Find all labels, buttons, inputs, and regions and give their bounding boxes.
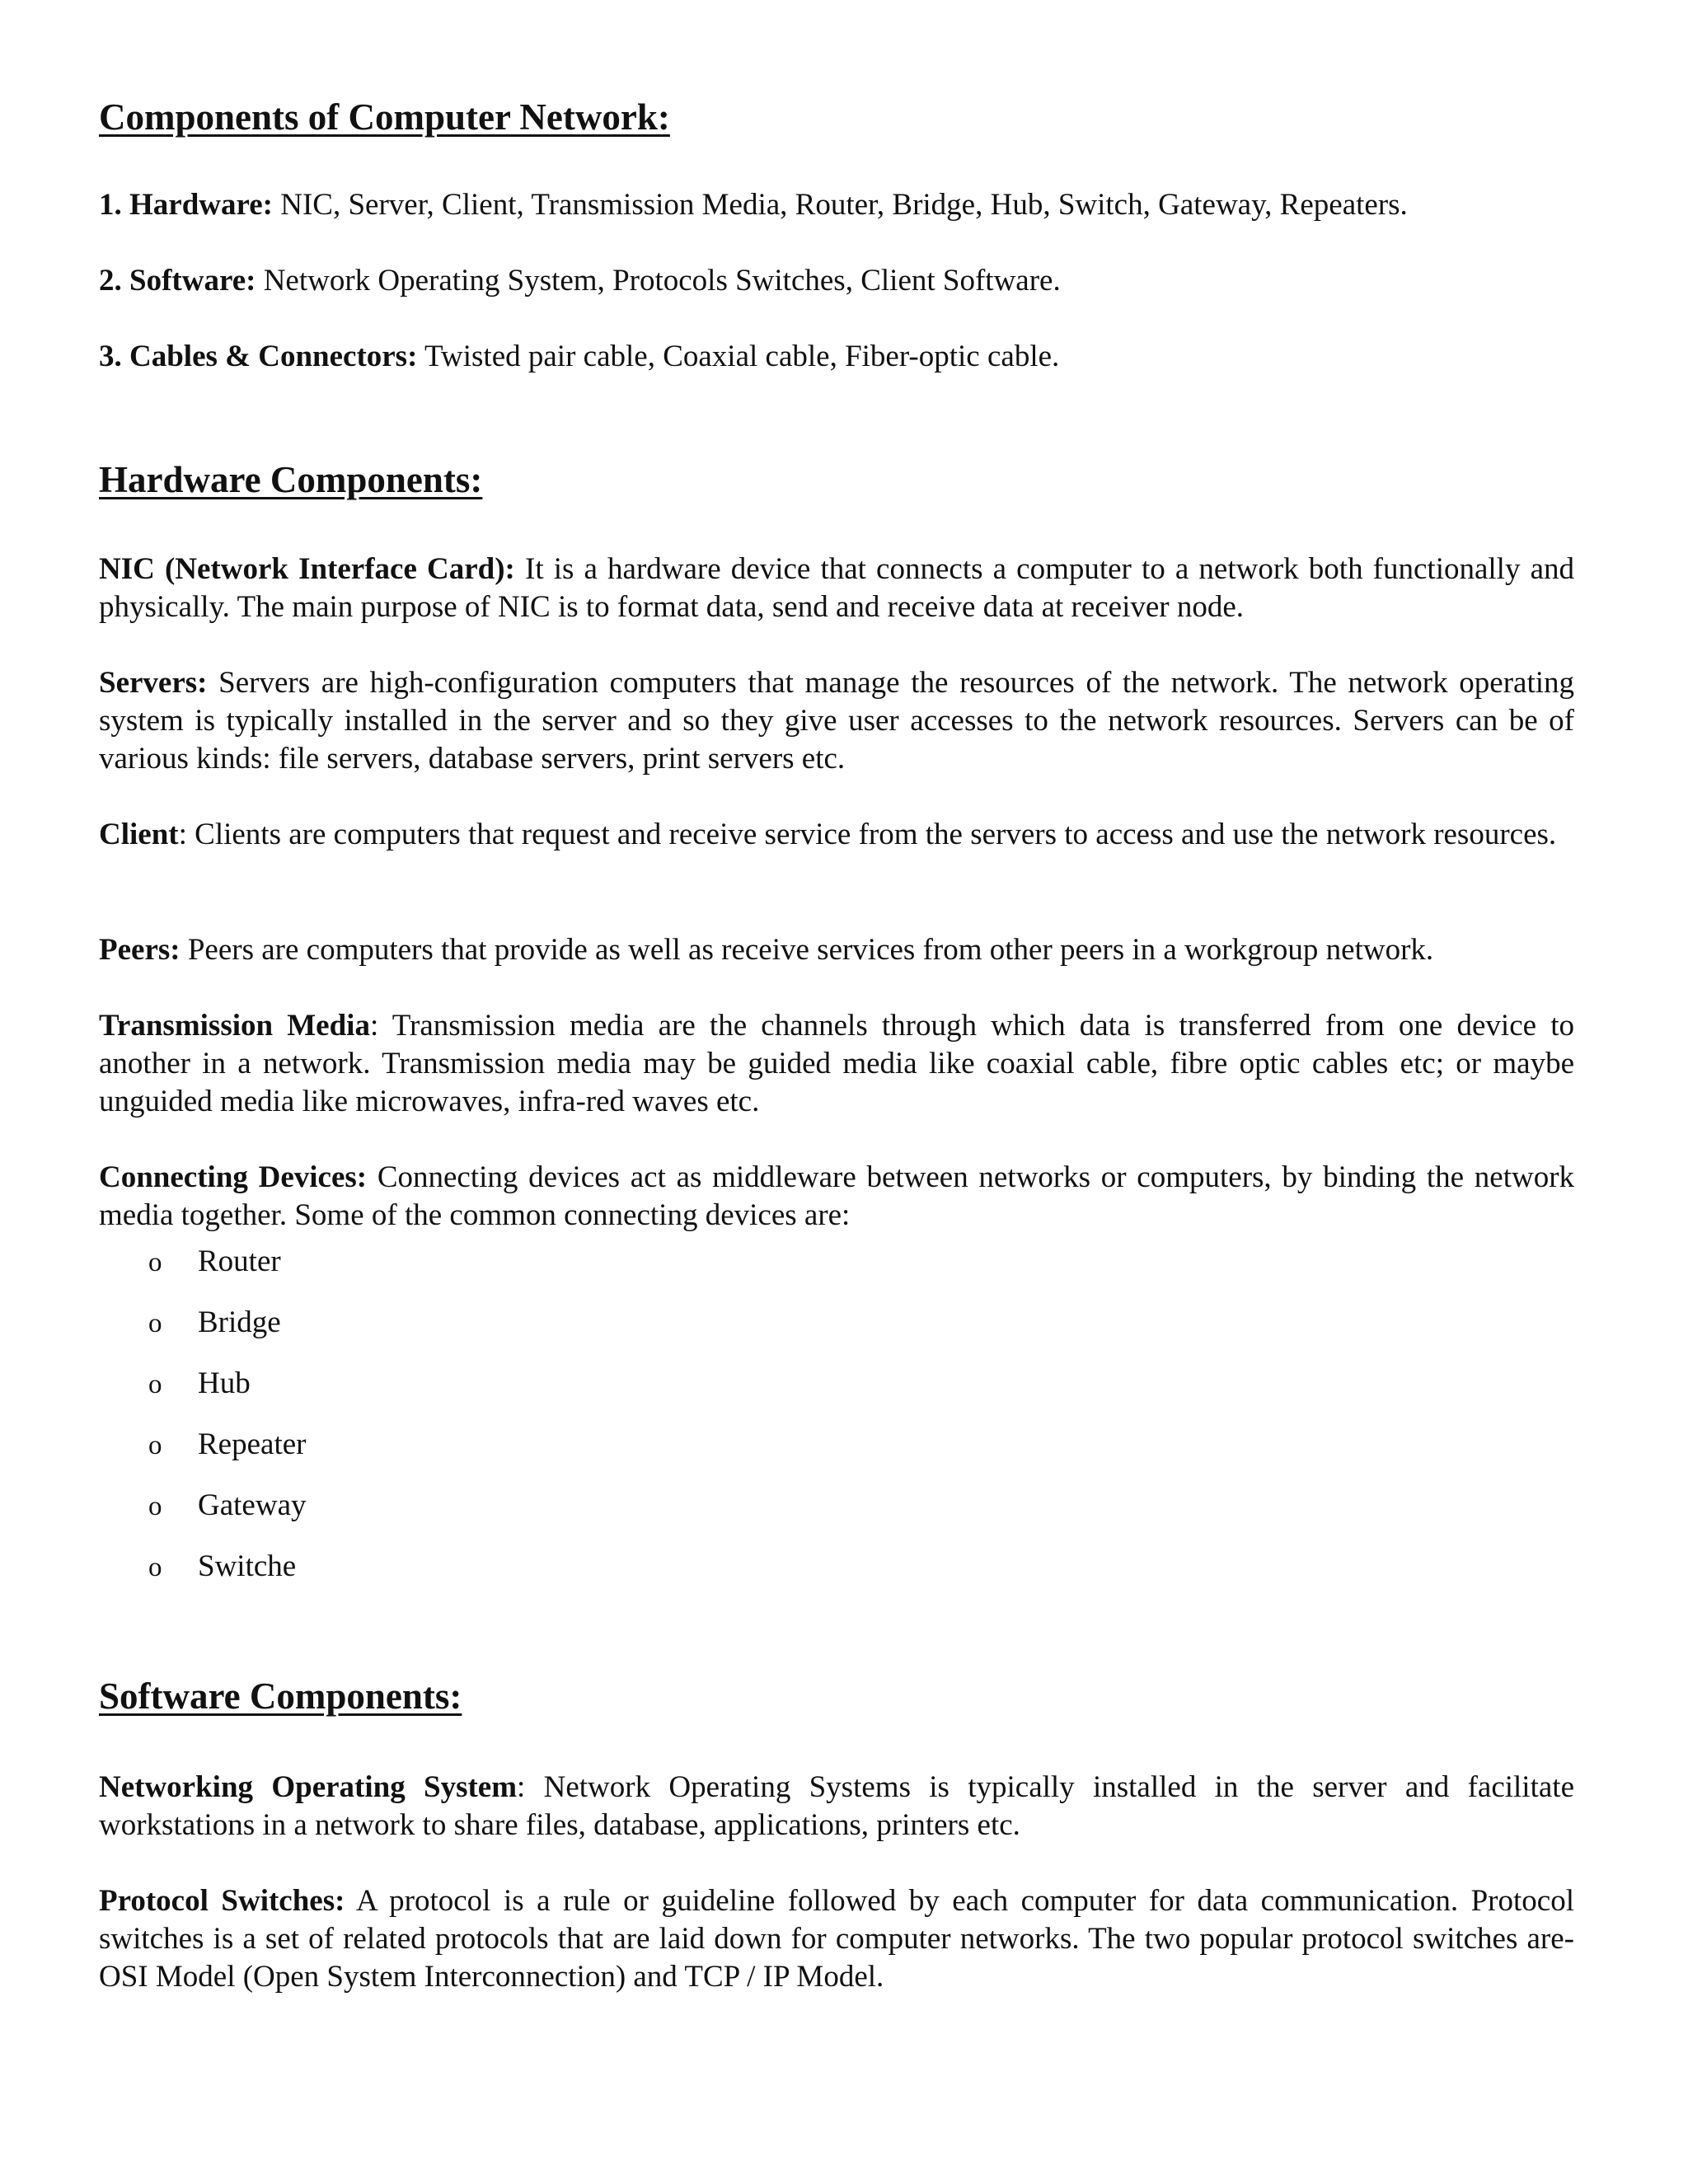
paragraph-text: Connecting devices act as middleware between networks or computers, by binding the network media together. Some of the common connecting devices are: — [99, 1160, 1575, 1232]
component-item-text: Twisted pair cable, Coaxial cable, Fiber-optic cable. — [424, 340, 1060, 373]
paragraph-servers — [99, 664, 1574, 778]
list-item — [148, 1304, 307, 1365]
list-item — [148, 1365, 307, 1426]
paragraph-protocol-switches — [99, 1882, 1574, 1996]
bullet-marker: o — [148, 1248, 162, 1277]
paragraph-term: Protocol Switches: — [99, 1884, 345, 1918]
paragraph-term: Client — [99, 818, 179, 851]
list-item-label: Router — [198, 1244, 281, 1278]
paragraph-text: It is a hardware device that connects a computer to a network both functionally and physically. The main purpose of NIC is to format data, send and receive data at receiver node. — [99, 552, 1575, 624]
paragraph-term: Connecting Devices: — [99, 1160, 368, 1194]
paragraph-nic — [99, 551, 1574, 626]
component-item-hardware — [99, 186, 1574, 224]
paragraph-network-os — [99, 1769, 1574, 1844]
bullet-marker: o — [148, 1431, 162, 1460]
paragraph-term: NIC (Network Interface Card): — [99, 552, 515, 586]
component-item-text: NIC, Server, Client, Transmission Media, Router, Bridge, Hub, Switch, Gateway, Repeaters. — [280, 188, 1408, 222]
component-item-software — [99, 262, 1574, 300]
connecting-devices-list — [148, 1243, 307, 1609]
list-item — [148, 1243, 307, 1304]
paragraph-term: Peers: — [99, 933, 181, 967]
component-item-term: 1. Hardware: — [99, 188, 273, 222]
paragraph-peers — [99, 931, 1574, 969]
component-item-term: 3. Cables & Connectors: — [99, 340, 418, 373]
bullet-marker: o — [148, 1553, 162, 1582]
list-item — [148, 1548, 307, 1609]
component-item-cables — [99, 338, 1574, 376]
list-item-label: Gateway — [198, 1488, 307, 1522]
paragraph-text: : Clients are computers that request and receive service from the servers to access and use the network resources. — [178, 818, 1557, 851]
bullet-marker: o — [148, 1370, 162, 1399]
section-heading-hardware: Hardware Components: — [99, 459, 483, 500]
paragraph-term: Transmission Media — [99, 1009, 370, 1043]
paragraph-client — [99, 816, 1574, 854]
paragraph-text: Peers are computers that provide as well as receive services from other peers in a workgroup network. — [187, 933, 1434, 967]
paragraph-connecting-devices — [99, 1159, 1574, 1235]
paragraph-text: Servers are high-configuration computers that manage the resources of the network. The network operating system is typically installed in the server and so they give user accesses to the network resources. Servers can be of various kinds: file servers, database servers, print servers etc. — [99, 666, 1575, 776]
list-item — [148, 1426, 307, 1487]
section-heading-components: Components of Computer Network: — [99, 96, 670, 138]
paragraph-text: : Network Operating Systems is typically installed in the server and facilitate workstations in a network to share files, database, applications, printers etc. — [99, 1770, 1574, 1842]
component-item-text: Network Operating System, Protocols Switches, Client Software. — [263, 264, 1061, 298]
bullet-marker: o — [148, 1492, 162, 1521]
paragraph-transmission-media — [99, 1007, 1574, 1121]
list-item-label: Switche — [198, 1549, 297, 1583]
list-item — [148, 1487, 307, 1548]
list-item-label: Hub — [198, 1366, 251, 1400]
bullet-marker: o — [148, 1309, 162, 1338]
paragraph-term: Servers: — [99, 666, 208, 700]
paragraph-term: Networking Operating System — [99, 1770, 518, 1804]
section-heading-software: Software Components: — [99, 1675, 462, 1717]
paragraph-text: : Transmission media are the channels through which data is transferred from one device to another in a network. Transmission media may be guided media like coaxial cable, fibre optic cables etc; or maybe unguided media like microwaves, infra-red waves etc. — [99, 1009, 1574, 1118]
list-item-label: Repeater — [198, 1427, 307, 1461]
component-item-term: 2. Software: — [99, 264, 256, 298]
list-item-label: Bridge — [198, 1305, 281, 1339]
paragraph-text: A protocol is a rule or guideline followed by each computer for data communication. Protocol switches is a set of related protocols that are laid down for computer networks. The two popular protocol switches are- OSI Model (Open System Interconnection) and TCP / IP Model. — [99, 1884, 1574, 1994]
